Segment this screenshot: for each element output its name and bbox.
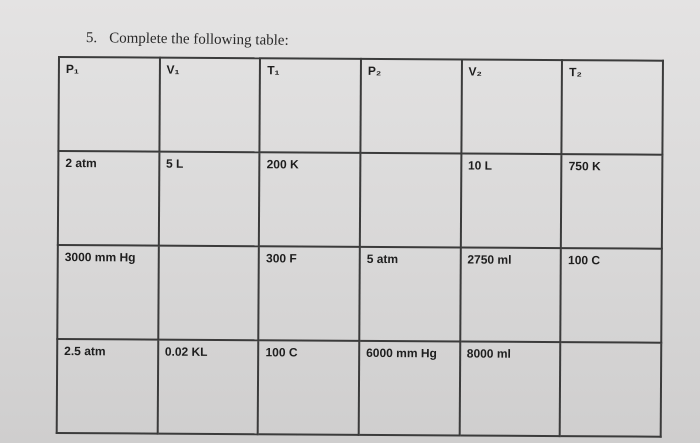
cell-t1: 300 F [259, 246, 360, 341]
cell-t1: 200 K [259, 152, 360, 247]
table-row [57, 339, 662, 437]
cell-t2 [560, 342, 661, 437]
header-t1: T₁ [260, 58, 361, 153]
question-text: Complete the following table: [109, 30, 289, 49]
cell-p2 [360, 153, 461, 248]
question-number: 5. [85, 30, 98, 47]
cell-p2: 6000 mm Hg [359, 341, 460, 436]
table-row [58, 151, 663, 249]
cell-t2: 100 C [561, 248, 662, 343]
cell-t1: 100 C [258, 340, 359, 435]
cell-v1 [158, 246, 259, 341]
table-row [57, 245, 662, 343]
header-p1: P₁ [58, 57, 159, 152]
header-v1: V₁ [159, 58, 260, 153]
gas-law-table [56, 56, 664, 424]
cell-v2: 10 L [460, 153, 561, 248]
cell-p2: 5 atm [359, 247, 460, 342]
question-prompt [86, 30, 289, 50]
cell-p1: 3000 mm Hg [57, 245, 158, 340]
cell-p1: 2 atm [58, 151, 159, 246]
cell-v2: 8000 ml [459, 341, 560, 436]
cell-t2: 750 K [561, 154, 662, 249]
cell-p1: 2.5 atm [57, 339, 158, 434]
header-v2: V₂ [461, 59, 562, 154]
header-t2: T₂ [562, 60, 663, 155]
cell-v1: 0.02 KL [157, 340, 258, 435]
table-header-row [58, 57, 663, 155]
cell-v2: 2750 ml [460, 247, 561, 342]
header-p2: P₂ [360, 59, 461, 154]
cell-v1: 5 L [158, 152, 259, 247]
